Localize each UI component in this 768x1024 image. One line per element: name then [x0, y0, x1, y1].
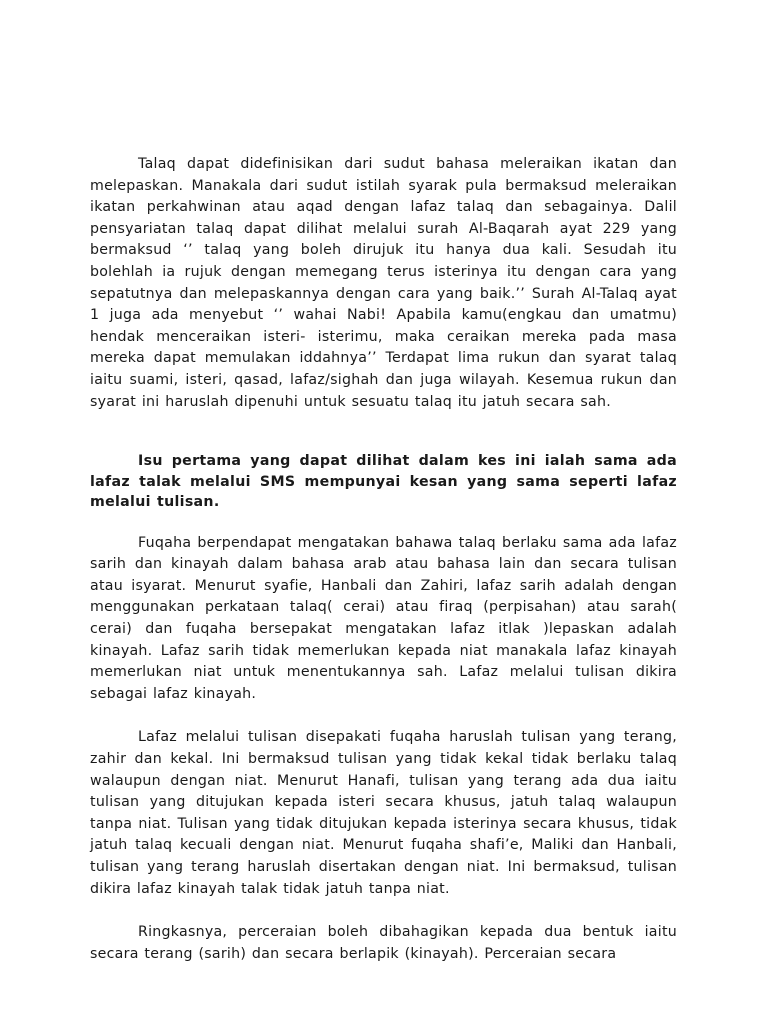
paragraph-talaq-definition: Talaq dapat didefinisikan dari sudut bahasa meleraikan ikatan dan melepaskan. Manakala dari sudut istilah syarak pula bermaksud meleraikan ikatan perkahwinan atau aqad dengan lafaz talaq dan sebagainya. Dalil pensyariatan talaq dapat dilihat melalui surah Al-Baqarah ayat 229 yang bermaksud ‘’ talaq yang boleh dirujuk itu hanya dua kali. Sesudah itu bolehlah ia rujuk dengan memegang terus isterinya itu dengan cara yang sepatutnya dan melepaskannya dengan cara yang baik.’’ Surah Al-Talaq ayat 1 juga ada menyebut ‘’ wahai Nabi! Apabila kamu(engkau dan umatmu) hendak menceraikan isteri- isterimu, maka ceraikan mereka pada masa mereka dapat memulakan iddahnya’’ Terdapat lima rukun dan syarat talaq iaitu suami, isteri, qasad, lafaz/sighah dan juga wilayah. Kesemua rukun dan syarat ini haruslah dipenuhi untuk sesuatu talaq itu jatuh secara sah. — [90, 156, 677, 410]
paragraph-written-lafaz: Lafaz melalui tulisan disepakati fuqaha haruslah tulisan yang terang, zahir dan kekal. Ini bermaksud tulisan yang tidak kekal tidak berlaku talaq walaupun dengan niat. Menurut Hanafi, tulisan yang terang ada dua iaitu tulisan yang ditujukan kepada isteri secara khusus, jatuh talaq walaupun tanpa niat. Tulisan yang tidak ditujukan kepada isterinya secara khusus, tidak jatuh talaq kecuali dengan niat. Menurut fuqaha shafi’e, Maliki dan Hanbali, tulisan yang terang haruslah disertakan dengan niat. Ini bermaksud, tulisan dikira lafaz kinayah talak tidak jatuh tanpa niat. — [90, 729, 677, 897]
paragraph-fuqaha-opinion: Fuqaha berpendapat mengatakan bahawa talaq berlaku sama ada lafaz sarih dan kinayah dalam bahasa arab atau bahasa lain dan secara tulisan atau isyarat. Menurut syafie, Hanbali dan Zahiri, lafaz sarih adalah dengan menggunakan perkataan talaq( cerai) atau firaq (perpisahan) atau sarah( cerai) dan fuqaha bersepakat mengatakan lafaz itlak )lepaskan adalah kinayah. Lafaz sarih tidak memerlukan kepada niat manakala lafaz kinayah memerlukan niat untuk menentukannya sah. Lafaz melalui tulisan dikira sebagai lafaz kinayah. — [90, 534, 677, 702]
issue-heading: Isu pertama yang dapat dilihat dalam kes ini ialah sama ada lafaz talak melalui SMS mempunyai kesan yang sama seperti lafaz melalui tulisan. — [90, 453, 677, 511]
document-body — [90, 154, 677, 965]
paragraph-summary: Ringkasnya, perceraian boleh dibahagikan kepada dua bentuk iaitu secara terang (sarih) dan secara berlapik (kinayah). Perceraian secara — [90, 924, 677, 962]
